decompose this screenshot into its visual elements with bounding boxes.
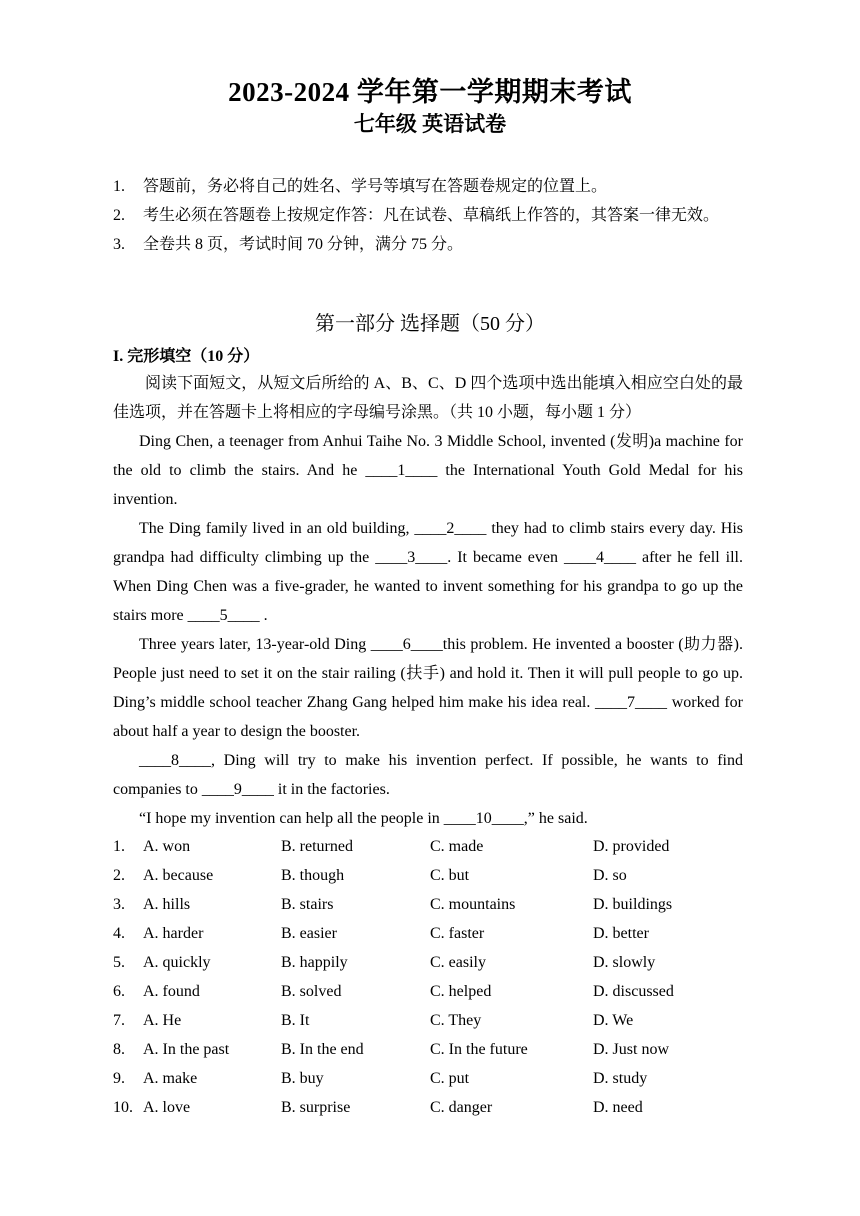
note-number: 2. bbox=[113, 207, 125, 224]
question-row bbox=[113, 832, 753, 861]
option-c: C. easily bbox=[430, 954, 486, 971]
option-d: D. buildings bbox=[593, 896, 673, 913]
exam-subtitle: 七年级 英语试卷 bbox=[353, 112, 507, 136]
option-c: C. faster bbox=[430, 925, 485, 942]
option-b: B. returned bbox=[281, 838, 353, 855]
question-number: 6. bbox=[113, 983, 125, 1000]
question-number: 2. bbox=[113, 867, 125, 884]
option-a: A. hills bbox=[143, 896, 191, 913]
question-options bbox=[113, 832, 753, 1122]
option-b: B. happily bbox=[281, 954, 348, 971]
option-a: A. found bbox=[143, 983, 200, 1000]
passage-paragraph: “I hope my invention can help all the people in ____10____,” he said. bbox=[139, 810, 588, 827]
cloze-body bbox=[113, 369, 743, 833]
note-item bbox=[113, 172, 753, 201]
option-d: D. provided bbox=[593, 838, 670, 855]
option-d: D. We bbox=[593, 1012, 634, 1029]
question-row bbox=[113, 977, 753, 1006]
question-row bbox=[113, 890, 753, 919]
option-d: D. so bbox=[593, 867, 627, 884]
option-c: C. In the future bbox=[430, 1041, 528, 1058]
option-b: B. It bbox=[281, 1012, 310, 1029]
exam-notes bbox=[113, 172, 753, 259]
note-text: 答题前，务必将自己的姓名、学号等填写在答题卷规定的位置上。 bbox=[143, 178, 608, 195]
option-c: C. put bbox=[430, 1070, 470, 1087]
exam-title: 2023-2024 学年第一学期期末考试 bbox=[228, 77, 632, 107]
option-d: D. discussed bbox=[593, 983, 674, 1000]
option-b: B. solved bbox=[281, 983, 342, 1000]
question-number: 4. bbox=[113, 925, 125, 942]
option-a: A. make bbox=[143, 1070, 198, 1087]
option-b: B. though bbox=[281, 867, 345, 884]
option-c: C. but bbox=[430, 867, 470, 884]
note-item bbox=[113, 201, 753, 230]
option-a: A. harder bbox=[143, 925, 204, 942]
option-c: C. They bbox=[430, 1012, 482, 1029]
instructions: 阅读下面短文，从短文后所给的 A、B、C、D 四个选项中选出能填入相应空白处的最佳选项，并在答题卡上将相应的字母编号涂黑。（共 10 小题，每小题 1 分） bbox=[113, 375, 743, 421]
question-row bbox=[113, 1093, 753, 1122]
passage-paragraph: ____8____, Ding will try to make his invention perfect. If possible, he wants to find companies to ____9____ it in the factories. bbox=[113, 752, 743, 798]
passage-paragraph: The Ding family lived in an old building, ____2____ they had to climb stairs every day. His grandpa had difficulty climbing up the ____3____. It became even ____4____ after he fell ill. When Ding Chen was a five-grader, he wanted to invent something for his grandpa to go up the stairs more ____5____ . bbox=[113, 520, 743, 624]
note-text: 考生必须在答题卷上按规定作答：凡在试卷、草稿纸上作答的，其答案一律无效。 bbox=[143, 207, 720, 224]
option-a: A. In the past bbox=[143, 1041, 230, 1058]
question-row bbox=[113, 948, 753, 977]
option-b: B. surprise bbox=[281, 1099, 351, 1116]
passage-paragraph: Three years later, 13-year-old Ding ____6____this problem. He invented a booster (助力器). People just need to set it on the stair railing (扶手) and hold it. Then it will pull people to go up. Ding’s middle school teacher Zhang Gang helped him make his idea real. ____7____ worked for about half a year to design the booster. bbox=[113, 636, 743, 740]
question-number: 1. bbox=[113, 838, 125, 855]
question-number: 10. bbox=[113, 1099, 133, 1116]
question-row bbox=[113, 1006, 753, 1035]
option-a: A. because bbox=[143, 867, 214, 884]
question-number: 3. bbox=[113, 896, 125, 913]
question-number: 7. bbox=[113, 1012, 125, 1029]
option-b: B. In the end bbox=[281, 1041, 364, 1058]
option-c: C. danger bbox=[430, 1099, 493, 1116]
note-number: 3. bbox=[113, 236, 125, 253]
question-number: 8. bbox=[113, 1041, 125, 1058]
option-c: C. helped bbox=[430, 983, 492, 1000]
option-d: D. Just now bbox=[593, 1041, 670, 1058]
option-d: D. study bbox=[593, 1070, 648, 1087]
option-b: B. buy bbox=[281, 1070, 324, 1087]
question-row bbox=[113, 919, 753, 948]
option-c: C. made bbox=[430, 838, 484, 855]
question-row bbox=[113, 1035, 753, 1064]
option-b: B. easier bbox=[281, 925, 337, 942]
note-number: 1. bbox=[113, 178, 125, 195]
option-d: D. slowly bbox=[593, 954, 656, 971]
option-c: C. mountains bbox=[430, 896, 516, 913]
question-row bbox=[113, 861, 753, 890]
option-a: A. won bbox=[143, 838, 191, 855]
part-title: I. 完形填空（10 分） bbox=[113, 348, 260, 365]
option-a: A. quickly bbox=[143, 954, 211, 971]
option-d: D. better bbox=[593, 925, 649, 942]
option-d: D. need bbox=[593, 1099, 643, 1116]
option-b: B. stairs bbox=[281, 896, 334, 913]
question-number: 5. bbox=[113, 954, 125, 971]
section-title: 第一部分 选择题（50 分） bbox=[315, 313, 545, 335]
question-number: 9. bbox=[113, 1070, 125, 1087]
option-a: A. love bbox=[143, 1099, 191, 1116]
note-text: 全卷共 8 页，考试时间 70 分钟，满分 75 分。 bbox=[143, 236, 464, 253]
note-item bbox=[113, 230, 753, 259]
question-row bbox=[113, 1064, 753, 1093]
option-a: A. He bbox=[143, 1012, 182, 1029]
passage-paragraph: Ding Chen, a teenager from Anhui Taihe No. 3 Middle School, invented (发明)a machine for the old to climb the stairs. And he ____1____ the International Youth Gold Medal for his invention. bbox=[113, 433, 743, 508]
